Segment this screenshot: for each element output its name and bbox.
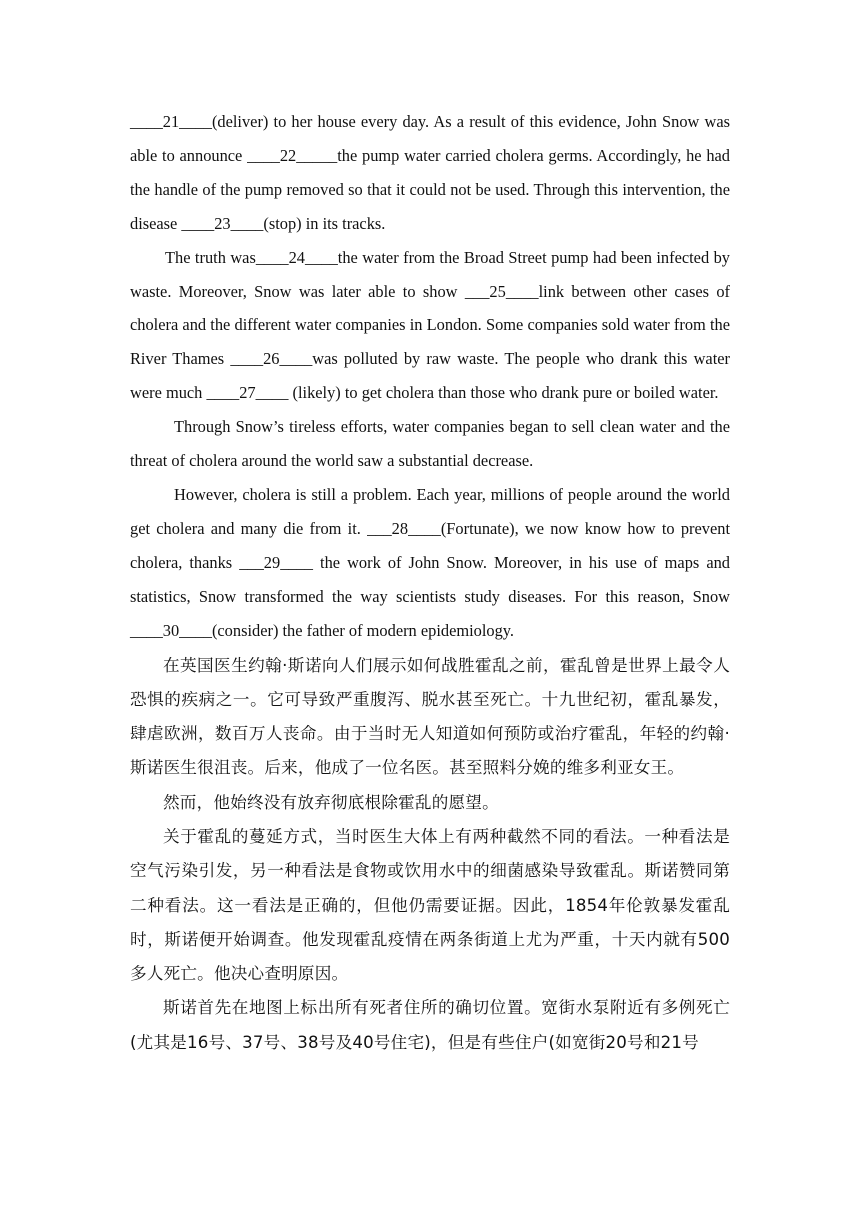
chinese-paragraph-3: 关于霍乱的蔓延方式，当时医生大体上有两种截然不同的看法。一种看法是空气污染引发，另一种看法是食物或饮用水中的细菌感染导致霍乱。斯诺赞同第二种看法。这一看法是正确的，但他仍需要证据。因此，1854年伦敦暴发霍乱时，斯诺便开始调查。他发现霍乱疫情在两条街道上尤为严重，十天内就有500多人死亡。他决心查明原因。 [130, 826, 730, 984]
english-paragraph-1: ____21____(deliver) to her house every day. As a result of this evidence, John Snow was able to announce ____22_____the pump water carried cholera germs. Accordingly, he had the handle of the pump removed so that it could not be used. Through this intervention, the disease ____23____(stop) in its tracks. [130, 112, 730, 233]
document-page [130, 105, 730, 1060]
english-paragraph-4: However, cholera is still a problem. Each year, millions of people around the world get cholera and many die from it. ___28____(Fortunate), we now know how to prevent cholera, thanks ___29____ the work of John Snow. Moreover, in his use of maps and statistics, Snow transformed the way scientists study diseases. For this reason, Snow ____30____(consider) the father of modern epidemiology. [130, 484, 730, 640]
english-paragraph-2: The truth was____24____the water from the Broad Street pump had been infected by waste. Moreover, Snow was later able to show ___25____link between other cases of cholera and the different water companies in London. Some companies sold water from the River Thames ____26____was polluted by raw waste. The people who drank this water were much ____27____ (likely) to get cholera than those who drank pure or boiled water. [130, 247, 730, 403]
chinese-paragraph-1: 在英国医生约翰·斯诺向人们展示如何战胜霍乱之前，霍乱曾是世界上最令人恐惧的疾病之一。它可导致严重腹泻、脱水甚至死亡。十九世纪初，霍乱暴发，肆虐欧洲，数百万人丧命。由于当时无人知道如何预防或治疗霍乱，年轻的约翰·斯诺医生很沮丧。后来，他成了一位名医。甚至照料分娩的维多利亚女王。 [130, 655, 730, 778]
english-paragraph-3: Through Snow’s tireless efforts, water companies began to sell clean water and the threat of cholera around the world saw a substantial decrease. [130, 417, 730, 471]
chinese-paragraph-2: 然而，他始终没有放弃彻底根除霍乱的愿望。 [163, 792, 499, 812]
chinese-paragraph-4: 斯诺首先在地图上标出所有死者住所的确切位置。宽街水泵附近有多例死亡(尤其是16号、37号、38号及40号住宅)，但是有些住户(如宽街20号和21号 [130, 998, 730, 1052]
